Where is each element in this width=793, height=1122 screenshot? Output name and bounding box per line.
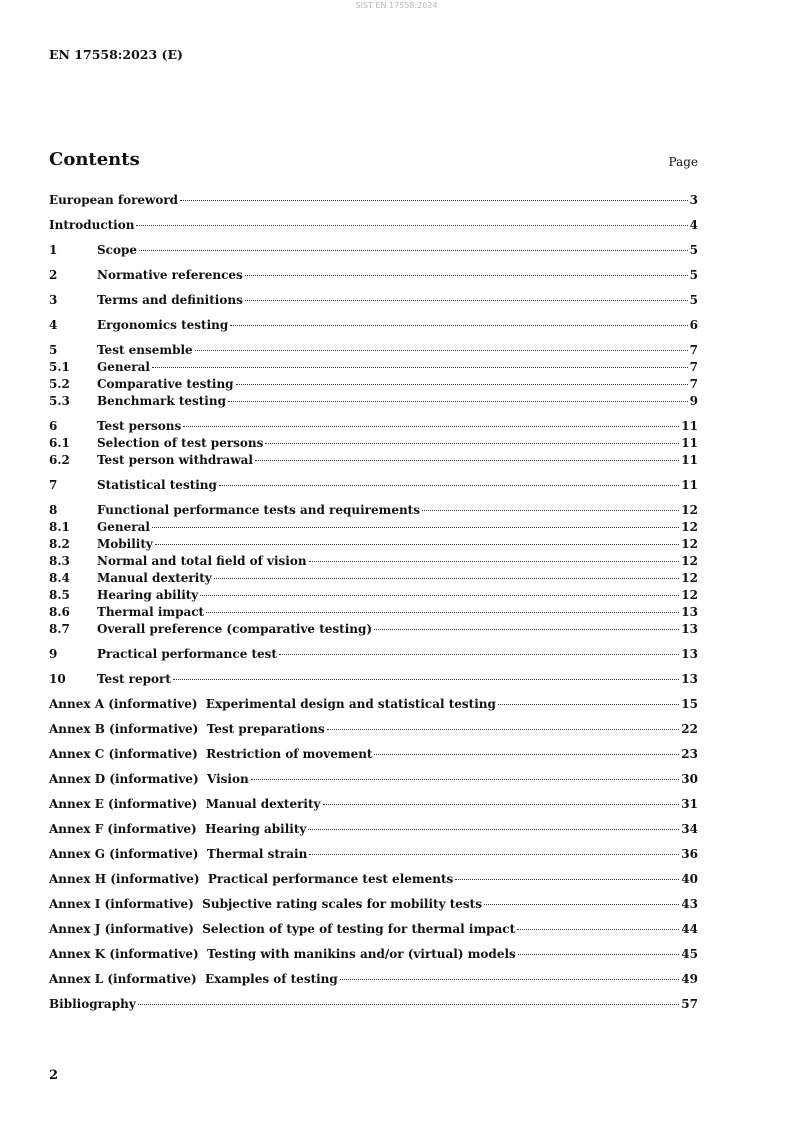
- dot-leader: [422, 509, 679, 511]
- toc-entry-page: 11: [681, 478, 698, 492]
- toc-entry-page: 6: [689, 318, 698, 332]
- toc-entry-page: 12: [681, 537, 698, 551]
- toc-entry[interactable]: [49, 242, 698, 259]
- toc-entry-page: 49: [681, 972, 698, 986]
- toc-entry-page: 4: [689, 218, 698, 232]
- dot-leader: [230, 324, 687, 326]
- toc-entry[interactable]: [49, 376, 698, 393]
- toc-entry-title: Mobility: [97, 537, 153, 551]
- toc-entry-title: Annex G (informative) Thermal strain: [49, 847, 308, 861]
- toc-entry[interactable]: [49, 217, 698, 234]
- toc-entry[interactable]: [49, 921, 698, 938]
- toc-entry-number: 5: [49, 343, 58, 357]
- toc-entry-title: Overall preference (comparative testing): [97, 622, 373, 636]
- dot-leader: [327, 728, 680, 730]
- toc-entry-number: 3: [49, 293, 58, 307]
- dot-leader: [518, 953, 680, 955]
- toc-entry-number: 6: [49, 419, 58, 433]
- toc-entry[interactable]: [49, 721, 698, 738]
- toc-entry-title: Annex E (informative) Manual dexterity: [49, 797, 321, 811]
- toc-entry[interactable]: [49, 604, 698, 621]
- toc-entry[interactable]: [49, 587, 698, 604]
- toc-entry[interactable]: [49, 570, 698, 587]
- toc-entry[interactable]: [49, 621, 698, 638]
- dot-leader: [245, 274, 688, 276]
- toc-entry-title: Selection of test persons: [97, 436, 264, 450]
- toc-entry[interactable]: [49, 192, 698, 209]
- toc-entry-title: Annex K (informative) Testing with manikins and/or (virtual) models: [49, 947, 516, 961]
- toc-entry-title: Comparative testing: [97, 377, 234, 391]
- toc-entry-number: 7: [49, 478, 58, 492]
- toc-entry-title: European foreword: [49, 193, 179, 207]
- toc-entry[interactable]: [49, 317, 698, 334]
- toc-entry-title: Statistical testing: [97, 478, 217, 492]
- dot-leader: [484, 903, 679, 905]
- toc-entry-page: 57: [681, 997, 698, 1011]
- toc-entry[interactable]: [49, 771, 698, 788]
- toc-entry-page: 12: [681, 554, 698, 568]
- toc-entry-title: Test report: [97, 672, 171, 686]
- toc-entry-page: 15: [681, 697, 698, 711]
- toc-entry[interactable]: [49, 646, 698, 663]
- toc-entry-title: Scope: [97, 243, 138, 257]
- toc-entry-title: Functional performance tests and requirements: [97, 503, 420, 517]
- toc-entry[interactable]: [49, 996, 698, 1013]
- dot-leader: [138, 1003, 680, 1005]
- page-number: 2: [49, 1068, 59, 1083]
- toc-entry-title: Ergonomics testing: [97, 318, 229, 332]
- toc-entry-page: 30: [681, 772, 698, 786]
- toc-entry-title: Introduction: [49, 218, 135, 232]
- toc-entry[interactable]: [49, 502, 698, 519]
- toc-entry-page: 11: [681, 453, 698, 467]
- table-of-contents: [49, 192, 698, 1013]
- toc-entry-page: 5: [689, 243, 698, 257]
- toc-entry[interactable]: [49, 746, 698, 763]
- toc-entry-number: 8: [49, 503, 58, 517]
- toc-entry-page: 34: [681, 822, 698, 836]
- dot-leader: [455, 878, 679, 880]
- toc-entry-number: 4: [49, 318, 58, 332]
- toc-entry-page: 7: [689, 377, 698, 391]
- toc-entry-number: 8.2: [49, 537, 70, 551]
- dot-leader: [206, 611, 679, 613]
- dot-leader: [265, 442, 679, 444]
- dot-leader: [374, 628, 679, 630]
- toc-entry-title: Bibliography: [49, 997, 136, 1011]
- toc-entry-page: 23: [681, 747, 698, 761]
- watermark: SIST EN 17558:2024: [355, 1, 438, 10]
- toc-entry-page: 7: [689, 343, 698, 357]
- toc-entry[interactable]: [49, 821, 698, 838]
- toc-entry-page: 12: [681, 520, 698, 534]
- toc-entry-page: 11: [681, 419, 698, 433]
- toc-entry-number: 8.7: [49, 622, 70, 636]
- toc-entry-page: 9: [689, 394, 698, 408]
- toc-entry-page: 7: [689, 360, 698, 374]
- dot-leader: [214, 577, 680, 579]
- toc-entry[interactable]: [49, 671, 698, 688]
- contents-heading: Contents: [49, 149, 140, 170]
- dot-leader: [340, 978, 680, 980]
- toc-entry-page: 44: [681, 922, 698, 936]
- dot-leader: [183, 425, 679, 427]
- toc-entry-number: 10: [49, 672, 66, 686]
- toc-entry[interactable]: [49, 553, 698, 570]
- toc-entry-number: 1: [49, 243, 58, 257]
- toc-entry-title: Annex B (informative) Test preparations: [49, 722, 325, 736]
- toc-entry[interactable]: [49, 292, 698, 309]
- dot-leader: [309, 560, 680, 562]
- toc-entry-title: Annex D (informative) Vision: [49, 772, 249, 786]
- toc-entry-number: 8.5: [49, 588, 70, 602]
- toc-entry-page: 40: [681, 872, 698, 886]
- toc-entry-number: 5.1: [49, 360, 70, 374]
- document-id: EN 17558:2023 (E): [49, 47, 183, 62]
- toc-entry-title: Annex A (informative) Experimental design and statistical testing: [49, 697, 496, 711]
- dot-leader: [195, 349, 688, 351]
- toc-entry-title: Benchmark testing: [97, 394, 226, 408]
- toc-entry-number: 2: [49, 268, 58, 282]
- toc-entry-page: 13: [681, 605, 698, 619]
- toc-entry-page: 5: [689, 268, 698, 282]
- toc-entry-number: 5.3: [49, 394, 70, 408]
- toc-entry-page: 13: [681, 672, 698, 686]
- toc-entry-title: General: [97, 520, 150, 534]
- toc-entry[interactable]: [49, 418, 698, 435]
- toc-entry-title: Thermal impact: [97, 605, 205, 619]
- toc-entry-page: 3: [689, 193, 698, 207]
- toc-entry-number: 9: [49, 647, 58, 661]
- toc-entry-number: 8.1: [49, 520, 70, 534]
- page-column-label: Page: [668, 155, 698, 169]
- toc-entry-number: 6.2: [49, 453, 70, 467]
- dot-leader: [245, 299, 688, 301]
- toc-entry-title: Practical performance test: [97, 647, 277, 661]
- toc-entry[interactable]: [49, 696, 698, 713]
- dot-leader: [219, 484, 679, 486]
- toc-entry-page: 13: [681, 647, 698, 661]
- toc-entry-page: 12: [681, 503, 698, 517]
- dot-leader: [308, 828, 679, 830]
- dot-leader: [517, 928, 679, 930]
- dot-leader: [152, 366, 688, 368]
- dot-leader: [136, 224, 687, 226]
- dot-leader: [180, 199, 688, 201]
- dot-leader: [139, 249, 688, 251]
- toc-entry-title: Normal and total field of vision: [97, 554, 307, 568]
- toc-entry-page: 43: [681, 897, 698, 911]
- toc-entry[interactable]: [49, 342, 698, 359]
- toc-entry-page: 36: [681, 847, 698, 861]
- toc-entry[interactable]: [49, 519, 698, 536]
- toc-entry-page: 31: [681, 797, 698, 811]
- dot-leader: [251, 778, 680, 780]
- toc-entry[interactable]: [49, 971, 698, 988]
- toc-entry[interactable]: [49, 267, 698, 284]
- toc-entry[interactable]: [49, 796, 698, 813]
- toc-entry-page: 5: [689, 293, 698, 307]
- toc-entry-page: 13: [681, 622, 698, 636]
- toc-entry-title: Manual dexterity: [97, 571, 212, 585]
- dot-leader: [228, 400, 688, 402]
- toc-entry-title: Terms and definitions: [97, 293, 243, 307]
- dot-leader: [323, 803, 680, 805]
- toc-entry-title: Test persons: [97, 419, 182, 433]
- dot-leader: [173, 678, 679, 680]
- toc-entry[interactable]: [49, 896, 698, 913]
- toc-entry[interactable]: [49, 477, 698, 494]
- toc-entry-title: Test ensemble: [97, 343, 193, 357]
- toc-entry[interactable]: [49, 452, 698, 469]
- toc-entry[interactable]: [49, 946, 698, 963]
- dot-leader: [309, 853, 679, 855]
- toc-entry-title: Annex H (informative) Practical performance test elements: [49, 872, 454, 886]
- toc-entry-number: 5.2: [49, 377, 70, 391]
- toc-entry-page: 45: [681, 947, 698, 961]
- toc-entry-page: 11: [681, 436, 698, 450]
- toc-entry-number: 8.4: [49, 571, 70, 585]
- dot-leader: [152, 526, 679, 528]
- toc-entry-title: Annex C (informative) Restriction of movement: [49, 747, 373, 761]
- toc-entry-title: Hearing ability: [97, 588, 199, 602]
- dot-leader: [255, 459, 679, 461]
- toc-entry-title: Annex F (informative) Hearing ability: [49, 822, 307, 836]
- toc-entry-title: Normative references: [97, 268, 243, 282]
- toc-entry[interactable]: [49, 393, 698, 410]
- toc-entry-title: General: [97, 360, 150, 374]
- toc-entry-page: 12: [681, 588, 698, 602]
- toc-entry-title: Annex J (informative) Selection of type of testing for thermal impact: [49, 922, 516, 936]
- dot-leader: [200, 594, 679, 596]
- toc-entry[interactable]: [49, 846, 698, 863]
- dot-leader: [279, 653, 679, 655]
- toc-entry-number: 8.6: [49, 605, 70, 619]
- dot-leader: [374, 753, 679, 755]
- toc-entry-page: 12: [681, 571, 698, 585]
- toc-entry-number: 8.3: [49, 554, 70, 568]
- dot-leader: [498, 703, 679, 705]
- toc-entry-title: Test person withdrawal: [97, 453, 253, 467]
- toc-entry[interactable]: [49, 435, 698, 452]
- dot-leader: [155, 543, 679, 545]
- toc-entry[interactable]: [49, 359, 698, 376]
- toc-entry[interactable]: [49, 871, 698, 888]
- toc-entry-title: Annex I (informative) Subjective rating scales for mobility tests: [49, 897, 482, 911]
- toc-entry-page: 22: [681, 722, 698, 736]
- toc-entry-number: 6.1: [49, 436, 70, 450]
- dot-leader: [236, 383, 688, 385]
- toc-entry-title: Annex L (informative) Examples of testing: [49, 972, 338, 986]
- toc-entry[interactable]: [49, 536, 698, 553]
